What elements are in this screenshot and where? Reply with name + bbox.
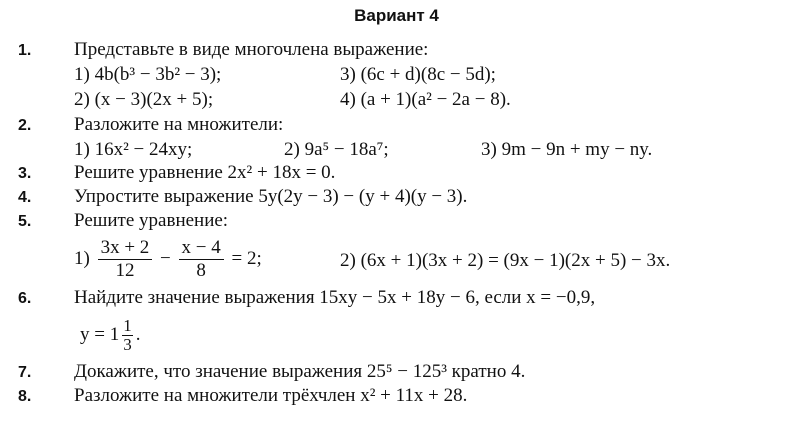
task-2-prompt: Разложите на множители: <box>74 114 284 135</box>
fraction-2-denominator: 8 <box>196 260 206 281</box>
task-1-prompt: Представьте в виде многочлена выражение: <box>74 39 429 60</box>
task-number-5: 5. <box>18 213 32 230</box>
task-5-option-1 <box>74 237 262 282</box>
task-3-text: Решите уравнение 2x² + 18x = 0. <box>74 162 336 183</box>
fraction-2 <box>179 237 224 282</box>
task-1-option-1: 1) 4b(b³ − 3b² − 3); <box>74 64 222 85</box>
minus-sign: − <box>160 247 171 269</box>
mixed-fraction-numerator: 1 <box>123 316 132 335</box>
y-value-prefix: y = 1 <box>80 323 120 345</box>
task-5-option-1-label: 1) <box>74 247 90 269</box>
task-5-option-2: 2) (6x + 1)(3x + 2) = (9x − 1)(2x + 5) − 3x. <box>340 250 671 271</box>
task-7-text: Докажите, что значение выражения 25⁵ − 125³ кратно 4. <box>74 361 526 382</box>
task-2-option-1: 1) 16x² − 24xy; <box>74 139 193 160</box>
fraction-2-numerator: x − 4 <box>179 237 224 260</box>
task-5-option-1-tail: = 2; <box>231 247 262 269</box>
mixed-fraction <box>122 317 133 354</box>
fraction-1-denominator: 12 <box>115 260 135 281</box>
task-number-4: 4. <box>18 189 32 206</box>
task-number-6: 6. <box>18 290 32 307</box>
task-6-line-1: Найдите значение выражения 15xy − 5x + 18y − 6, если x = −0,9, <box>74 287 596 308</box>
task-number-2: 2. <box>18 117 32 134</box>
task-6-line-2 <box>80 317 140 354</box>
task-1-option-2: 2) (x − 3)(2x + 5); <box>74 89 214 110</box>
task-8-text: Разложите на множители трёхчлен x² + 11x + 28. <box>74 385 468 406</box>
variant-title: Вариант 4 <box>354 6 439 25</box>
task-1-option-4: 4) (a + 1)(a² − 2a − 8). <box>340 89 511 110</box>
task-2-option-2: 2) 9a⁵ − 18a⁷; <box>284 139 389 160</box>
fraction-1 <box>98 237 153 282</box>
task-number-3: 3. <box>18 165 32 182</box>
task-4-text: Упростите выражение 5y(2y − 3) − (y + 4)(y − 3). <box>74 186 468 207</box>
y-value-tail: . <box>135 323 141 345</box>
task-5-prompt: Решите уравнение: <box>74 210 229 231</box>
fraction-1-numerator: 3x + 2 <box>98 237 153 260</box>
task-1-option-3: 3) (6c + d)(8c − 5d); <box>340 64 496 85</box>
task-number-1: 1. <box>18 42 32 59</box>
task-number-8: 8. <box>18 388 32 405</box>
task-number-7: 7. <box>18 364 32 381</box>
mixed-fraction-denominator: 3 <box>123 335 132 354</box>
task-2-option-3: 3) 9m − 9n + my − ny. <box>481 139 653 160</box>
